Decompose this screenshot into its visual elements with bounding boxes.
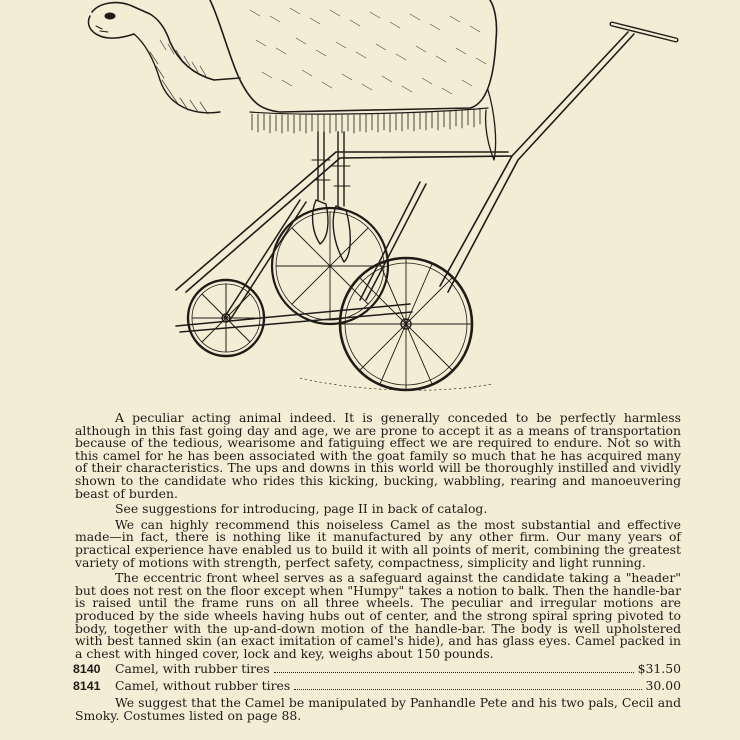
eccentric-wheel bbox=[272, 208, 388, 324]
leader-dots bbox=[294, 689, 641, 690]
description-paragraph-4: The eccentric front wheel serves as a safeguard against the candidate taking a "header" but does not rest on the floor except when "Humpy" takes a notion to balk. Then the handle-bar is raised until the frame runs on all three wheels. The peculiar and irregular motions are produced by the side wheels having hubs out of center, and the strong spiral spring pivoted to body, together with the up-and-down motion of the handle-bar. The body is well upholstered with best tanned skin (an exact imitation of camel's hide), and has glass eyes. Camel packed in a chest with hinged cover, lock and key, weighs about 150 pounds. bbox=[75, 570, 681, 661]
closing-paragraph: We suggest that the Camel be manipulated by Panhandle Pete and his two pals, Cecil and Smoky. Costumes listed on page 88. bbox=[75, 695, 681, 723]
rear-wheel bbox=[188, 280, 264, 356]
camel-body bbox=[210, 0, 497, 160]
item-number: 8140 bbox=[73, 662, 101, 677]
item-price: 30.00 bbox=[645, 678, 681, 694]
price-item-8140 bbox=[73, 661, 681, 677]
description-paragraph-3: We can highly recommend this noiseless Camel as the most substantial and effective made—in fact, there is nothing like it manufactured by any other firm. Our many years of practical experience have enabled us to build it with all points of merit, combining the greatest variety of motions with strength, perfect safety, compactness, simplicity and light running. bbox=[75, 516, 681, 570]
front-wheel bbox=[340, 258, 472, 390]
item-name: Camel, without rubber tires bbox=[115, 678, 291, 694]
item-number: 8141 bbox=[73, 679, 101, 694]
description-paragraph-1: A peculiar acting animal indeed. It is generally conceded to be perfectly harmless although in this fast going day and age, we are prone to accept it as a means of transportation because of the tedious, wearisome and fatiguing effect we are required to endure. Not so with this camel for he has been associated with the goat family so much that he has acquired many of their characteristics. The ups and downs in this world will be thoroughly instilled and vividly shown to the candidate who rides this kicking, bucking, wabbling, rearing and manoeuvering beast of burden. bbox=[75, 410, 681, 501]
handle-bar bbox=[176, 24, 676, 292]
price-item-8141 bbox=[73, 678, 681, 694]
description-paragraph-2: See suggestions for introducing, page II in back of catalog. bbox=[115, 501, 488, 517]
catalog-text bbox=[75, 412, 681, 722]
item-name: Camel, with rubber tires bbox=[115, 661, 270, 677]
leader-dots bbox=[274, 672, 634, 673]
item-price: $31.50 bbox=[637, 661, 681, 677]
